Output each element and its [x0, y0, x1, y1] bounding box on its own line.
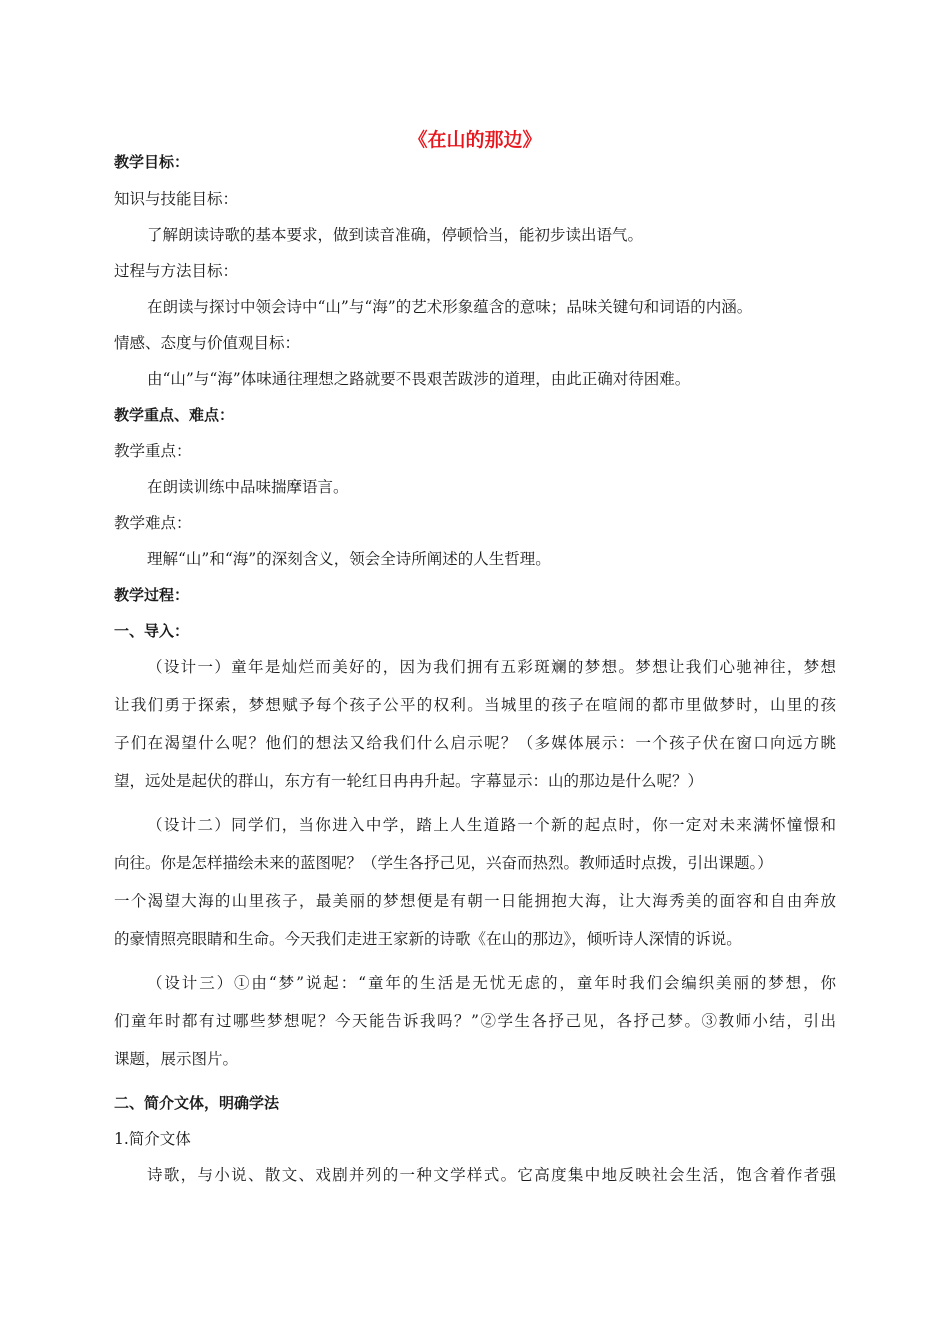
design1-line: （设计一）童年是灿烂而美好的，因为我们拥有五彩斑斓的梦想。梦想让我们心驰神往，梦想: [147, 658, 836, 676]
genre-subheading: 1.简介文体: [114, 1130, 191, 1148]
focus-text: 在朗读训练中品味揣摩语言。: [147, 478, 349, 496]
design1-line: 望，远处是起伏的群山，东方有一轮红日冉冉升起。字幕显示：山的那边是什么呢？）: [114, 772, 704, 790]
knowledge-label: 知识与技能目标：: [114, 190, 239, 208]
genre-heading: 二、简介文体，明确学法: [114, 1094, 280, 1112]
focus-label: 教学重点：: [114, 442, 192, 460]
process-text: 在朗读与探讨中领会诗中“山”与“海”的艺术形象蕴含的意味；品味关键句和词语的内涵。: [147, 298, 753, 316]
focus-heading: 教学重点、难点：: [114, 406, 235, 424]
knowledge-text: 了解朗读诗歌的基本要求，做到读音准确，停顿恰当，能初步读出语气。: [147, 226, 644, 244]
design3-line: 课题，展示图片。: [114, 1050, 239, 1068]
process-label: 过程与方法目标：: [114, 262, 239, 280]
design2-line: 一个渴望大海的山里孩子，最美丽的梦想便是有朝一日能拥抱大海，让大海秀美的面容和自由奔放: [114, 892, 836, 910]
difficulty-label: 教学难点：: [114, 514, 192, 532]
design2-line: 向往。你是怎样描绘未来的蓝图呢？（学生各抒己见，兴奋而热烈。教师适时点拨，引出课题。）: [114, 854, 773, 872]
design3-line: （设计三）①由“梦”说起：“童年的生活是无忧无虑的，童年时我们会编织美丽的梦想，你: [147, 974, 836, 992]
goals-heading: 教学目标：: [114, 153, 190, 171]
document-title: 《在山的那边》: [408, 129, 542, 151]
design3-line: 们童年时都有过哪些梦想呢？今天能告诉我吗？”②学生各抒己见，各抒己梦。③教师小结，引出: [114, 1012, 836, 1030]
design2-line: 的豪情照亮眼睛和生命。今天我们走进王家新的诗歌《在山的那边》，倾听诗人深情的诉说。: [114, 930, 742, 948]
difficulty-text: 理解“山”和“海”的深刻含义，领会全诗所阐述的人生哲理。: [147, 550, 551, 568]
emotion-label: 情感、态度与价值观目标：: [114, 334, 301, 352]
procedure-heading: 教学过程：: [114, 586, 190, 604]
design1-line: 子们在渴望什么呢？他们的想法又给我们什么启示呢？（多媒体展示：一个孩子伏在窗口向远方眺: [114, 734, 836, 752]
design2-line: （设计二）同学们，当你进入中学，踏上人生道路一个新的起点时，你一定对未来满怀憧憬和: [147, 816, 836, 834]
intro-heading: 一、导入：: [114, 622, 190, 640]
emotion-text: 由“山”与“海”体味通往理想之路就要不畏艰苦跋涉的道理，由此正确对待困难。: [147, 370, 691, 388]
design1-line: 让我们勇于探索，梦想赋予每个孩子公平的权利。当城里的孩子在喧闹的都市里做梦时，山里的孩: [114, 696, 836, 714]
genre-text: 诗歌，与小说、散文、戏剧并列的一种文学样式。它高度集中地反映社会生活，饱含着作者强: [147, 1166, 836, 1184]
